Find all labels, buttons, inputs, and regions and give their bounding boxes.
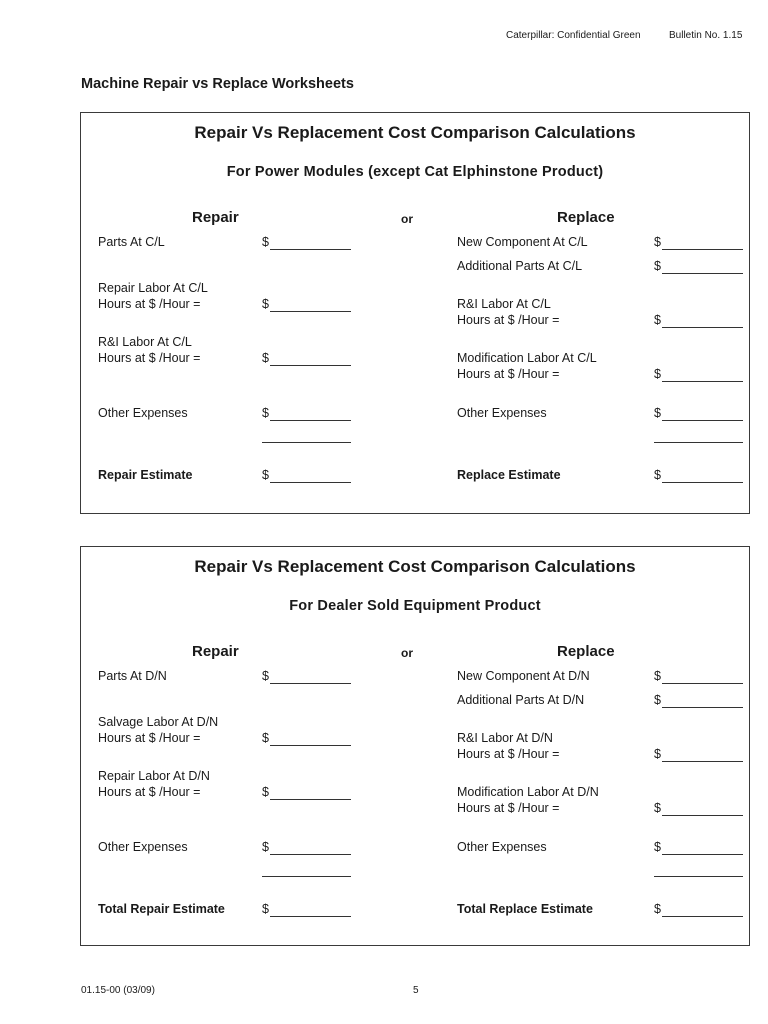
replace-item-additional-label: Additional Parts At C/L: [457, 259, 583, 273]
replace-item-ri-hours: Hours at $ /Hour =: [457, 747, 560, 761]
header-company: Caterpillar: Confidential Green: [506, 30, 641, 41]
replace-item-other-label: Other Expenses: [457, 840, 547, 854]
replace-total-field[interactable]: $: [654, 467, 743, 483]
replace-item-other-label: Other Expenses: [457, 406, 547, 420]
repair-item-salvage-hours: Hours at $ /Hour =: [98, 731, 201, 745]
repair-item-labor-label: Repair Labor At C/L: [98, 281, 208, 295]
replace-total-label: Total Replace Estimate: [457, 902, 593, 916]
worksheet-power-modules: [80, 112, 750, 514]
section-title: Machine Repair vs Replace Worksheets: [81, 76, 354, 92]
replace-subtotal-line[interactable]: [654, 875, 743, 877]
replace-other-field[interactable]: $: [654, 405, 743, 421]
replace-ri-field[interactable]: $: [654, 746, 743, 762]
repair-total-label: Total Repair Estimate: [98, 902, 225, 916]
replace-ri-field[interactable]: $: [654, 312, 743, 328]
replace-additional-field[interactable]: $: [654, 692, 743, 708]
repair-labor-field[interactable]: $: [262, 784, 351, 800]
worksheet-title: Repair Vs Replacement Cost Comparison Calculations: [194, 557, 636, 576]
replace-other-field[interactable]: $: [654, 839, 743, 855]
repair-item-labor-hours: Hours at $ /Hour =: [98, 785, 201, 799]
worksheet-dealer-equipment: [80, 546, 750, 946]
replace-item-ri-hours: Hours at $ /Hour =: [457, 313, 560, 327]
repair-subtotal-line[interactable]: [262, 875, 351, 877]
repair-item-labor-hours: Hours at $ /Hour =: [98, 297, 201, 311]
repair-other-field[interactable]: $: [262, 839, 351, 855]
replace-item-mod-hours: Hours at $ /Hour =: [457, 367, 560, 381]
replace-item-mod-label: Modification Labor At C/L: [457, 351, 597, 365]
repair-item-other-label: Other Expenses: [98, 406, 188, 420]
repair-salvage-field[interactable]: $: [262, 730, 351, 746]
footer-page-number: 5: [413, 985, 419, 996]
replace-column-heading: Replace: [557, 643, 615, 660]
replace-item-mod-label: Modification Labor At D/N: [457, 785, 599, 799]
repair-subtotal-line[interactable]: [262, 441, 351, 443]
replace-item-ri-label: R&I Labor At D/N: [457, 731, 553, 745]
repair-item-ri-hours: Hours at $ /Hour =: [98, 351, 201, 365]
repair-column-heading: Repair: [192, 643, 239, 660]
repair-item-salvage-label: Salvage Labor At D/N: [98, 715, 219, 729]
repair-item-other-label: Other Expenses: [98, 840, 188, 854]
replace-total-field[interactable]: $: [654, 901, 743, 917]
repair-total-label: Repair Estimate: [98, 468, 193, 482]
replace-new-field[interactable]: $: [654, 234, 743, 250]
repair-item-parts-label: Parts At C/L: [98, 235, 165, 249]
or-label: or: [401, 212, 413, 226]
replace-column-heading: Replace: [557, 209, 615, 226]
replace-item-new-label: New Component At D/N: [457, 669, 590, 683]
replace-total-label: Replace Estimate: [457, 468, 561, 482]
replace-item-additional-label: Additional Parts At D/N: [457, 693, 585, 707]
repair-ri-field[interactable]: $: [262, 350, 351, 366]
replace-new-field[interactable]: $: [654, 668, 743, 684]
replace-additional-field[interactable]: $: [654, 258, 743, 274]
worksheet-title: Repair Vs Replacement Cost Comparison Calculations: [194, 123, 636, 142]
repair-item-parts-label: Parts At D/N: [98, 669, 167, 683]
or-label: or: [401, 646, 413, 660]
repair-parts-field[interactable]: $: [262, 234, 351, 250]
repair-other-field[interactable]: $: [262, 405, 351, 421]
replace-item-new-label: New Component At C/L: [457, 235, 588, 249]
replace-subtotal-line[interactable]: [654, 441, 743, 443]
worksheet-subtitle: For Dealer Sold Equipment Product: [289, 598, 541, 614]
replace-mod-field[interactable]: $: [654, 366, 743, 382]
header-bulletin: Bulletin No. 1.15: [669, 30, 743, 41]
replace-item-mod-hours: Hours at $ /Hour =: [457, 801, 560, 815]
repair-total-field[interactable]: $: [262, 901, 351, 917]
repair-parts-field[interactable]: $: [262, 668, 351, 684]
repair-total-field[interactable]: $: [262, 467, 351, 483]
repair-column-heading: Repair: [192, 209, 239, 226]
footer-doc-number: 01.15-00 (03/09): [81, 985, 155, 996]
replace-item-ri-label: R&I Labor At C/L: [457, 297, 551, 311]
repair-item-labor-label: Repair Labor At D/N: [98, 769, 210, 783]
replace-mod-field[interactable]: $: [654, 800, 743, 816]
repair-item-ri-label: R&I Labor At C/L: [98, 335, 192, 349]
repair-labor-field[interactable]: $: [262, 296, 351, 312]
worksheet-subtitle: For Power Modules (except Cat Elphinstone Product): [226, 164, 604, 180]
